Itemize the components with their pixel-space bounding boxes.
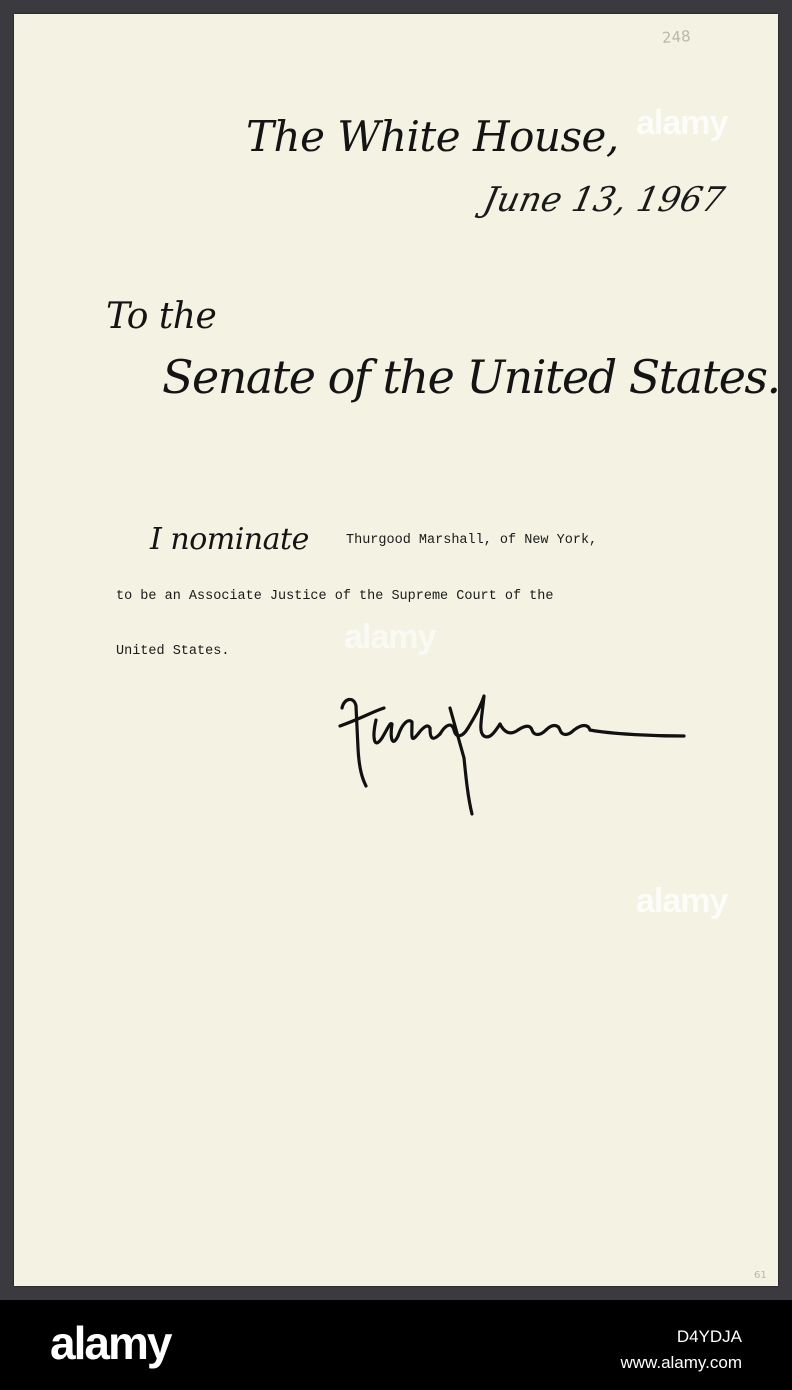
salutation-line-2: Senate of the United States. <box>162 350 780 404</box>
body-line-2: to be an Associate Justice of the Supreme Court of the <box>116 589 554 604</box>
pencil-mark: 248 <box>661 27 692 47</box>
date: June 13, 1967 <box>479 180 729 220</box>
footer-info <box>620 1324 742 1376</box>
nominee-name: Thurgood Marshall, of New York, <box>346 533 598 548</box>
watermark-bottom-right: alamy <box>636 882 728 920</box>
salutation-line-1: To the <box>106 296 217 337</box>
page-number: 61 <box>754 1270 767 1281</box>
watermark-top-right: alamy <box>636 104 728 142</box>
image-id: D4YDJA <box>676 1327 742 1346</box>
letterhead: The White House, <box>246 112 619 161</box>
signature-image <box>332 678 692 818</box>
nominate-heading: I nominate <box>150 522 309 557</box>
document-paper <box>14 14 778 1286</box>
site-url[interactable]: www.alamy.com <box>620 1353 742 1372</box>
footer-logo: alamy <box>50 1317 171 1369</box>
footer-bar <box>0 1300 792 1390</box>
body-line-3: United States. <box>116 644 230 659</box>
watermark-center: alamy <box>344 618 436 656</box>
